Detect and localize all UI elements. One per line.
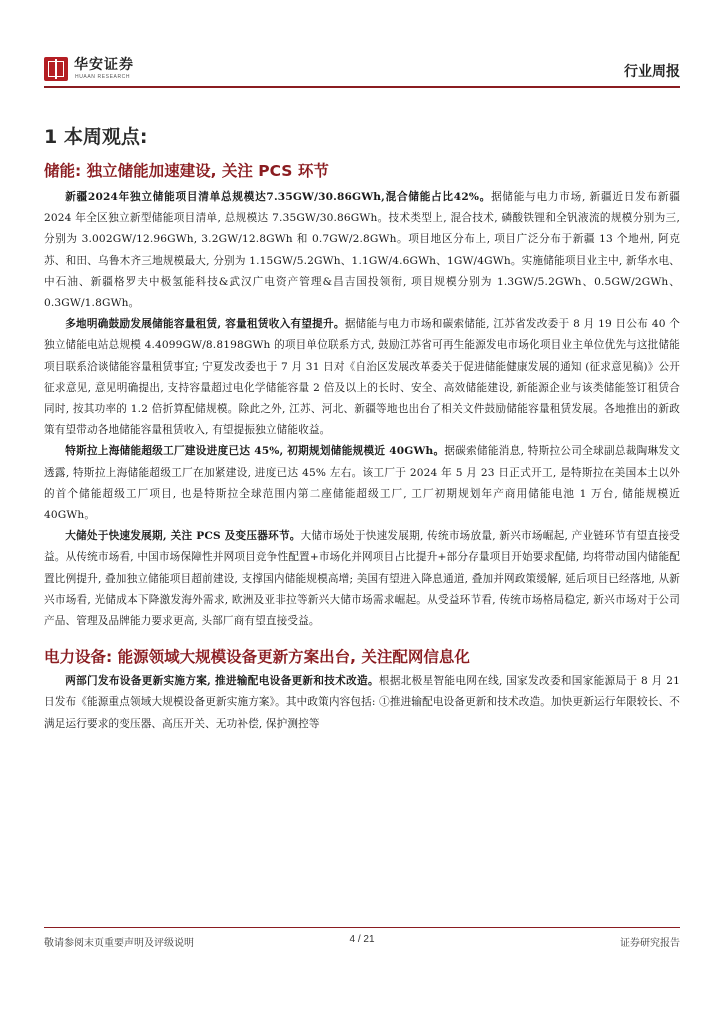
paragraph-lead: 大储处于快速发展期, 关注 PCS 及变压器环节。	[65, 530, 301, 543]
logo-english-name: HUAAN RESEARCH	[75, 74, 131, 80]
paragraph-lead: 多地明确鼓励发展储能容量租赁, 容量租赁收入有望提升。	[65, 318, 345, 331]
main-content	[44, 122, 680, 735]
disclaimer-link[interactable]: 敬请参阅末页重要声明及评级说明	[44, 938, 194, 949]
paragraph-body: 根据北极星智能电网在线, 国家发改委和国家能源局于 8 月 21 日发布《能源重点领域大规模设备更新实施方案》。其中政策内容包括: ①推进输配电设备更新和技术改造。加快更新运行年限较长、不满足运行要求的变压器、高压开关、无功补偿, 保护测控等	[44, 675, 681, 730]
power-paragraph	[44, 671, 680, 735]
storage-paragraph	[44, 314, 680, 441]
paragraph-lead: 特斯拉上海储能超级工厂建设进度已达 45%, 初期规划储能规模近 40GWh。	[65, 445, 445, 458]
company-logo-icon	[44, 57, 68, 81]
paragraph-body: 据储能与电力市场, 新疆近日发布新疆 2024 年全区独立新型储能项目清单, 总规模达 7.35GW/30.86GWh。技术类型上, 混合技术, 磷酸铁锂和全钒液流的规模分别为三, 分别为 3.002GW/12.96GWh, 3.2GW/12.8GWh 和 0.7GW/2.8GWh。项目地区分布上, 项目广泛分布于新疆 13 个地州, 阿克苏、和田、乌鲁木齐三地规模最大, 分别为 1.15GW/5.2GWh、1.1GW/4.6GWh、1GW/4GWh。实施储能项目业主中, 新华水电、中石油、新疆格罗夫中极氢能科技&武汉广电资产管理&昌吉国投领衔, 项目规模分别为 1.3GW/5.2GWh、0.5GW/2GWh、0.3GW/1.8GWh。	[44, 191, 681, 310]
paragraph-lead: 两部门发布设备更新实施方案, 推进输配电设备更新和技术改造。	[65, 675, 379, 688]
paragraph-body: 大储市场处于快速发展期, 传统市场放量, 新兴市场崛起, 产业链环节有望直接受益。从传统市场看, 中国市场保障性并网项目竞争性配置+市场化并网项目占比提升+部分存量项目开始要求配储, 均将带动国内储能配置比例提升, 叠加独立储能项目超前建设, 支撑国内储能规模高增; 美国有望进入降息通道, 叠加并网政策缓解, 延后项目已经落地, 从新兴市场看, 光储成本下降激发海外需求, 欧洲及亚非拉等新兴大储市场需求崛起。从受益环节看, 传统市场格局稳定, 新兴市场对于公司产品、管理及品牌能力要求更高, 头部厂商有望直接受益。	[44, 530, 680, 628]
report-type-label: 证券研究报告	[620, 938, 680, 949]
storage-paragraph	[44, 441, 680, 526]
power-heading: 电力设备: 能源领域大规模设备更新方案出台, 关注配网信息化	[44, 648, 470, 667]
paragraph-lead: 新疆2024年独立储能项目清单总规模达7.35GW/30.86GWh,混合储能占比42%。	[65, 191, 492, 203]
paragraph-body: 据碳索储能消息, 特斯拉公司全球副总裁陶琳发文透露, 特斯拉上海储能超级工厂在加紧建设, 进度已达 45% 左右。该工厂于 2024 年 5 月 23 日正式开工, 是特斯拉在美国本土以外的首个储能超级工厂项目, 也是特斯拉全球范围内第二座储能超级工厂, 工厂初期规划年产商用储能电池 1 万台, 储能规模近 40GWh。	[44, 445, 680, 522]
logo-chinese-name: 华安证券	[74, 57, 134, 73]
footer-divider	[44, 927, 680, 928]
header-divider	[44, 86, 680, 88]
paragraph-body: 据储能与电力市场和碳索储能, 江苏省发改委于 8 月 19 日公布 40 个独立储能电站总规模 4.4099GW/8.8198GWh 的项目单位联系方式, 鼓励江苏省可再生能源发电市场化项目业主单位优先与这批储能项目联系洽谈储能容量租赁事宜; 宁夏发改委也于 7 月 31 日对《自治区发展改革委关于促进储能健康发展的通知 (征求意见稿)》公开征求意见, 意见明确提出, 支持容量超过电化学储能容量 2 倍及以上的长时、安全、高效储能建设, 新能源企业与该类储能签订租赁合同时, 按其功率的 1.2 倍折算配储规模。除此之外, 江苏、河北、新疆等地也出台了相关文件鼓励储能容量租赁发展。各地推出的新政策有望带动各地储能容量租赁收入, 有望提振独立储能收益。	[44, 318, 680, 437]
page-number: 4 / 21	[349, 934, 375, 945]
document-type: 行业周报	[624, 64, 680, 80]
storage-paragraph	[44, 526, 680, 632]
section-title: 1 本周观点:	[44, 126, 148, 148]
page-footer	[44, 934, 680, 952]
storage-heading: 储能: 独立储能加速建设, 关注 PCS 环节	[44, 162, 329, 180]
storage-paragraph	[44, 187, 680, 314]
page-header	[44, 57, 680, 87]
